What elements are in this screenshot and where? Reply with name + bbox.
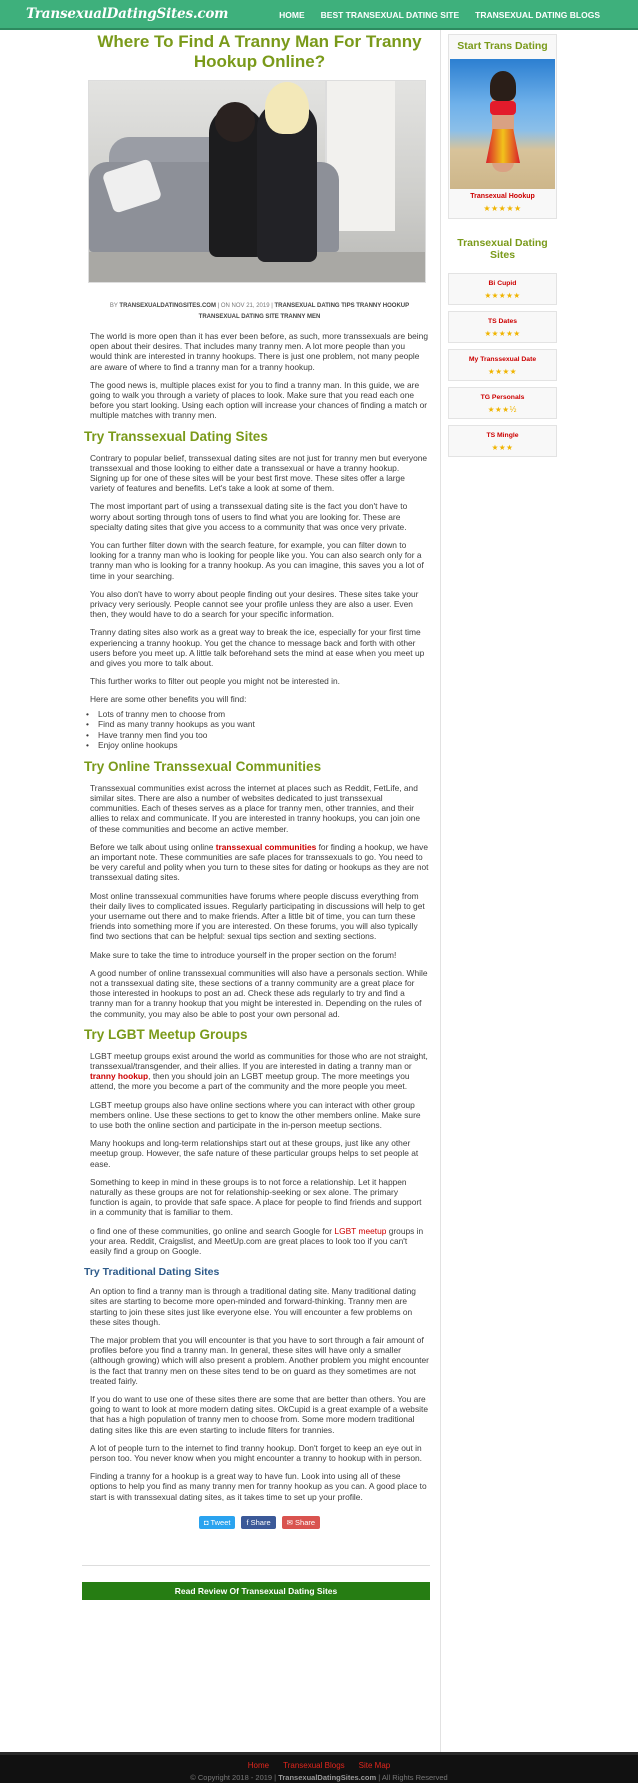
transsexual-communities-link[interactable]: transsexual communities [215,841,317,852]
sites-list-title: Transexual Dating Sites [457,237,548,261]
paragraph: An option to find a tranny man is through a traditional dating site. Many traditional dating sites are starting to become more open-minded and forward-thinking. Tranny men are starting to join these sites just like everyone else. You will encounter a few problems on these sites though. [90,1286,416,1327]
sidebar-site-bi-cupid[interactable]: Bi Cupid ★★★★★ [448,273,557,305]
tweet-button[interactable]: ◘ Tweet [199,1516,236,1529]
paragraph: LGBT meetup groups exist around the world as communities for those who are not straight, transsexual/transgender, and their allies. If you are interested in dating a tranny man or tranny hookup, then you should join an LGBT meetup group. The more meetings you attend, the more you become a part of the community and the more people you meet. [90,1050,428,1092]
facebook-icon: f [246,1517,251,1527]
share-icon: ✉ [286,1517,296,1527]
paragraph: Here are some other benefits you will find: [90,694,247,705]
sidebar [448,34,557,463]
paragraph: Something to keep in mind in these groups is to not force a relationship. Let it happen naturally as these groups are not for relationship-seeking or sex alone. The primary function is again, to provide that safe space. A place for people to find friends and support in a community that is familiar to them. [90,1176,422,1218]
tranny-hookup-link[interactable]: tranny hookup [90,1071,149,1082]
paragraph: Most online transsexual communities have forums where people discuss everything from their daily lives to complicated issues. Regularly participating in discussions will help to get your username out there and to make friends. After a little bit of time, you can turn these friends into something more if you are interested. On these forums, you will also typically find two sections that can be helpful: sexual tips section and sexting sections. [90,890,425,942]
star-rating: ★★★★★ [484,329,521,338]
star-rating: ★★★★★ [484,291,521,300]
tags-links[interactable]: TRANSEXUAL DATING TIPS TRANNY HOOKUP TRANSEXUAL DATING SITE TRANNY MEN [198,303,410,320]
article [82,30,437,1600]
twitter-icon: ◘ [203,1517,211,1527]
divider [82,1565,430,1566]
read-review-button[interactable]: Read Review Of Transexual Dating Sites [82,1582,430,1600]
paragraph: Transsexual communities exist across the internet at places such as Reddit, FetLife, and similar sites. There are also a number of websites dedicated to just transsexual communities. Each of theses serves as a place for tranny men, other trannies, and their allies to relax and communicate. If you are interested in tranny hookups, you can join one of these communities and become an active member. [90,782,421,834]
paragraph: Before we talk about using online transsexual communities for finding a hookup, we have an important note. These communities are safe places for transsexuals to go. You need to be very careful and polity when you turn to these sites for dating or hookups as they are not transsexual dating sites. [90,841,429,883]
paragraph: A lot of people turn to the internet to find tranny hookup. Don't forget to keep an eye out in person too. You never know when you might encounter a tranny to hookup with in person. [90,1442,422,1464]
paragraph: A good number of online transsexual communities will also have a personals section. While not a transsexual dating site, these sections of a tranny community are a great place for those interested in hookups to post an ad. Check these ads regularly to try and find a tranny man for a tranny hookup that you might be interested in. Depending on the rules of the community, you may also be able to post your own personal ad. [90,967,428,1019]
paragraph: The major problem that you will encounter is that you have to sort through a fair amount of profiles before you find a tranny man. In general, these sites will have only a smaller (although growing) which will also present a problem. Another problem you might encounter is the fact that tranny men on these sites tend to be on guard as they sometimes are not treated fairly. [90,1335,429,1386]
share-bar [82,1516,437,1529]
paragraph: LGBT meetup groups also have online sections where you can interact with other group members online. Use these sections to get to know the other members online. Make sure to use both the online section and participate in the in-person meetup sections. [90,1099,421,1130]
sidebar-site-my-transsexual-date[interactable]: My Transsexual Date ★★★★ [448,349,557,381]
author-link[interactable]: TRANSEXUALDATINGSITES.COM [119,303,216,309]
paragraph: Contrary to popular belief, transsexual dating sites are not just for tranny men but everyone transsexual and those looking to either date a transsexual or have a tranny hookup. Signing up for one of these sites will be your best first move. These sites offer a large variety of features and benefits. Let's take a look at some of them. [90,452,428,494]
nav-blogs[interactable]: TRANSEXUAL DATING BLOGS [475,10,600,20]
copyright: © Copyright 2018 - 2019 | TransexualDatingSites.com | All Rights Reserved [190,1773,448,1782]
main-nav [279,10,600,20]
section-heading: Try Online Transsexual Communities [84,758,322,774]
paragraph: Tranny dating sites also work as a great way to break the ice, especially for your first time experiencing a tranny hookup. You get the chance to message back and forth with other users before you meet up. A little talk beforehand sets the mind at ease when you meet up and gives you more to talk about. [90,627,425,669]
paragraph: You can further filter down with the search feature, for example, you can filter down to looking for a tranny man who is looking for people like you. You can also search only for a tranny man who is looking for a tranny hookup. As you can imagine, this saves you a lot of time in your searching. [90,540,424,581]
star-rating: ★★★ [491,443,514,452]
intro-paragraph: The good news is, multiple places exist for you to find a tranny man. In this guide, we are going to walk you through a variety of places to look. Make sure that you read each one before you start looking. Using each option will increase your chances of finding a match or multiple matches with tranny men. [90,379,428,421]
paragraph: Many hookups and long-term relationships start out at these groups, just like any other meetup group. However, the safe nature of these particular groups helps to set people at ease. [90,1138,419,1169]
sidebar-site-ts-dates[interactable]: TS Dates ★★★★★ [448,311,557,343]
share-button[interactable]: ✉ Share [282,1516,320,1529]
section-heading: Try Traditional Dating Sites [84,1266,220,1279]
paragraph: o find one of these communities, go online and search Google for LGBT meetup groups in your area. Reddit, Craigslist, and MeetUp.com are great places to look too if you can't easily find a group on Google. [90,1225,424,1256]
featured-title: Start Trans Dating [457,40,548,52]
footer-links [0,1761,638,1770]
site-footer [0,1752,638,1783]
footer-link-home[interactable]: Home [247,1761,270,1770]
paragraph: Make sure to take the time to introduce yourself in the proper section on the forum! [90,949,397,960]
list-item: • Find as many tranny hookups as you want [94,719,437,730]
intro-paragraph: The world is more open than it has ever been before, as such, more transsexuals are being open about their desires. That includes many tranny men. A lot more people than you would think are interested in tranny hookups. There is just one problem, not many people are aware of where to find a tranny man for a tranny hookup. [90,331,428,372]
benefits-list [94,709,437,751]
sidebar-site-ts-mingle[interactable]: TS Mingle ★★★ [448,425,557,457]
nav-best-site[interactable]: BEST TRANSEXUAL DATING SITE [320,10,460,20]
list-item: • Have tranny men find you too [94,730,437,741]
article-title: Where To Find A Tranny Man For Tranny Hookup Online? [97,32,422,71]
site-header [0,0,638,30]
featured-card[interactable] [448,34,557,219]
featured-image[interactable] [450,59,555,189]
featured-site-name[interactable]: Transexual Hookup [470,193,535,200]
section-heading: Try Transsexual Dating Sites [84,428,268,444]
footer-link-sitemap[interactable]: Site Map [358,1761,391,1770]
facebook-share-button[interactable]: f Share [241,1516,275,1529]
article-hero-image [88,80,426,283]
star-rating: ★★★★★ [483,204,522,213]
paragraph: This further works to filter out people you might not be interested in. [90,676,340,687]
sidebar-site-tg-personals[interactable]: TG Personals ★★★½ [448,387,557,419]
list-item: • Enjoy online hookups [94,740,437,751]
star-rating: ★★★½ [487,405,518,414]
column-divider [440,30,441,1752]
paragraph: Finding a tranny for a hookup is a great way to have fun. Look into using all of these options to help you find as many tranny men for tranny hookup as you can. A good place to start is with transsexual dating sites, as it takes time to set up your profile. [90,1471,427,1502]
paragraph: If you do want to use one of these sites there are some that are better than others. You are going to want to look at more modern dating sites. OkCupid is a great example of a website that has a high population of tranny men to choose from. Some more modern traditional dating sites like this are even starting to include filters for trannies. [90,1394,428,1435]
star-rating: ★★★★ [488,367,517,376]
lgbt-meetup-link[interactable]: LGBT meetup [334,1225,387,1236]
section-heading: Try LGBT Meetup Groups [84,1026,248,1042]
list-item: • Lots of tranny men to choose from [94,709,437,720]
article-meta: BY TRANSEXUALDATINGSITES.COM | ON NOV 21, 2019 | TRANSEXUAL DATING TIPS TRANNY HOOKUP TRANSEXUAL DATING SITE TRANNY MEN [109,303,410,320]
paragraph: The most important part of using a transsexual dating site is the fact you don't have to worry about sorting through tons of users to find what you are looking for. These are specialty dating sites that give you access to a community that was once very private. [90,501,408,532]
site-logo[interactable]: TransexualDatingSites.com [26,6,229,22]
paragraph: You also don't have to worry about people finding out your desires. These sites take your privacy very seriously. People cannot see your profile unless they are also a user. Even then, they would have to do a search for your specific information. [90,588,419,620]
footer-link-blogs[interactable]: Transexual Blogs [283,1761,345,1770]
nav-home[interactable]: HOME [279,10,305,20]
